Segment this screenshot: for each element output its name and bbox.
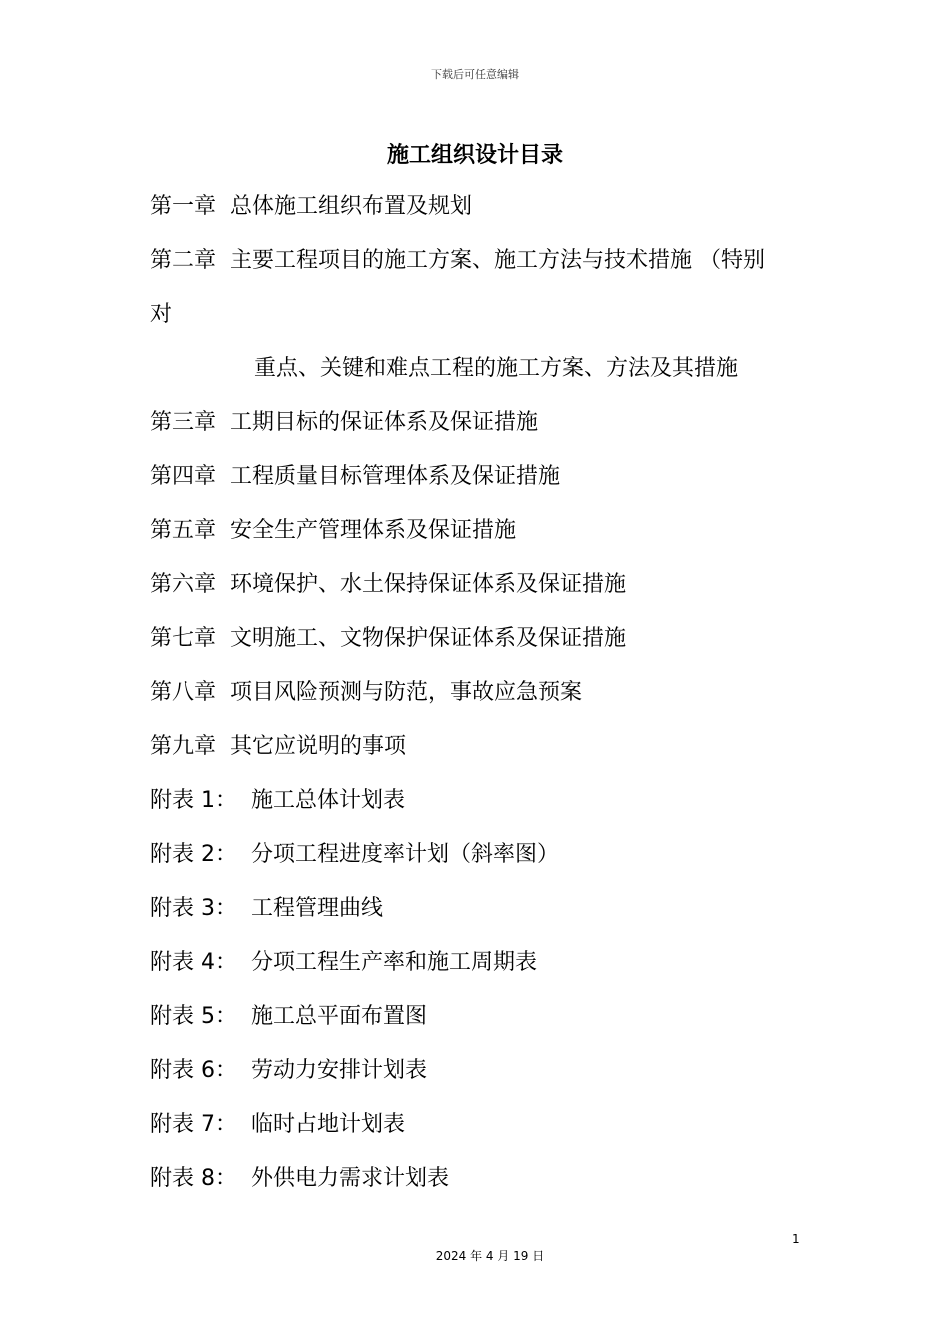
header-note: 下载后可任意编辑 [431,68,519,81]
toc-entry-chapter-2-wrap [150,298,810,352]
toc-entry-text: 主要工程项目的施工方案、施工方法与技术措施 （特别 [230,248,766,273]
toc-entry-number: 附表 1： [150,788,237,813]
toc-entry-number: 第七章 [150,626,217,651]
toc-entry-chapter-2-continuation [150,352,810,406]
toc-entry-text: 总体施工组织布置及规划 [230,194,473,219]
toc-entry-text: 劳动力安排计划表 [251,1058,428,1083]
toc-entry-number: 第九章 [150,734,217,759]
toc-entry-number: 第二章 [150,248,217,273]
toc-entry-chapter-8 [150,676,810,730]
toc-entry-appendix-7 [150,1108,810,1162]
toc-entry-chapter-3 [150,406,810,460]
document-title: 施工组织设计目录 [386,143,563,168]
toc-entry-text: 临时占地计划表 [251,1112,406,1137]
toc-entry-chapter-2 [150,244,810,298]
toc-entry-number: 第三章 [150,410,217,435]
toc-entry-text: 项目风险预测与防范，事故应急预案 [230,680,583,705]
toc-entry-text: 工期目标的保证体系及保证措施 [230,410,539,435]
toc-entry-appendix-6 [150,1054,810,1108]
toc-entry-text: 安全生产管理体系及保证措施 [230,518,517,543]
toc-entry-chapter-7 [150,622,810,676]
toc-entry-number: 第五章 [150,518,217,543]
toc-entry-text: 分项工程生产率和施工周期表 [251,950,538,975]
toc-entry-text: 分项工程进度率计划（斜率图） [251,842,560,867]
toc-entry-appendix-4 [150,946,810,1000]
toc-entry-number: 附表 3： [150,896,237,921]
toc-entry-text: 其它应说明的事项 [230,734,407,759]
toc-entry-chapter-1 [150,190,810,244]
toc-entry-appendix-5 [150,1000,810,1054]
toc-entry-text: 工程管理曲线 [251,896,384,921]
toc-entry-text: 施工总平面布置图 [251,1004,428,1029]
toc-entry-appendix-2 [150,838,810,892]
toc-entry-chapter-5 [150,514,810,568]
toc-entry-number: 附表 2： [150,842,237,867]
toc-entry-text: 工程质量目标管理体系及保证措施 [230,464,561,489]
toc-entry-chapter-6 [150,568,810,622]
toc-entry-text: 重点、关键和难点工程的施工方案、方法及其措施 [254,356,739,381]
toc-entry-number: 第六章 [150,572,217,597]
toc-entry-number: 附表 6： [150,1058,237,1083]
table-of-contents [150,190,810,1216]
toc-entry-text: 环境保护、水土保持保证体系及保证措施 [230,572,627,597]
toc-entry-text: 文明施工、文物保护保证体系及保证措施 [230,626,627,651]
toc-entry-appendix-3 [150,892,810,946]
toc-entry-text: 施工总体计划表 [251,788,406,813]
toc-entry-appendix-8 [150,1162,810,1216]
page-number: 1 [792,1232,800,1246]
toc-entry-chapter-4 [150,460,810,514]
toc-entry-number: 附表 8： [150,1166,237,1191]
toc-entry-chapter-9 [150,730,810,784]
footer-date: 2024 年 4 月 19 日 [435,1249,545,1263]
toc-entry-number: 第四章 [150,464,217,489]
toc-entry-number: 第八章 [150,680,217,705]
toc-entry-number: 第一章 [150,194,217,219]
toc-entry-appendix-1 [150,784,810,838]
toc-entry-text: 外供电力需求计划表 [251,1166,450,1191]
toc-entry-text: 对 [150,302,173,327]
toc-entry-number: 附表 7： [150,1112,237,1137]
toc-entry-number: 附表 5： [150,1004,237,1029]
toc-entry-number: 附表 4： [150,950,237,975]
